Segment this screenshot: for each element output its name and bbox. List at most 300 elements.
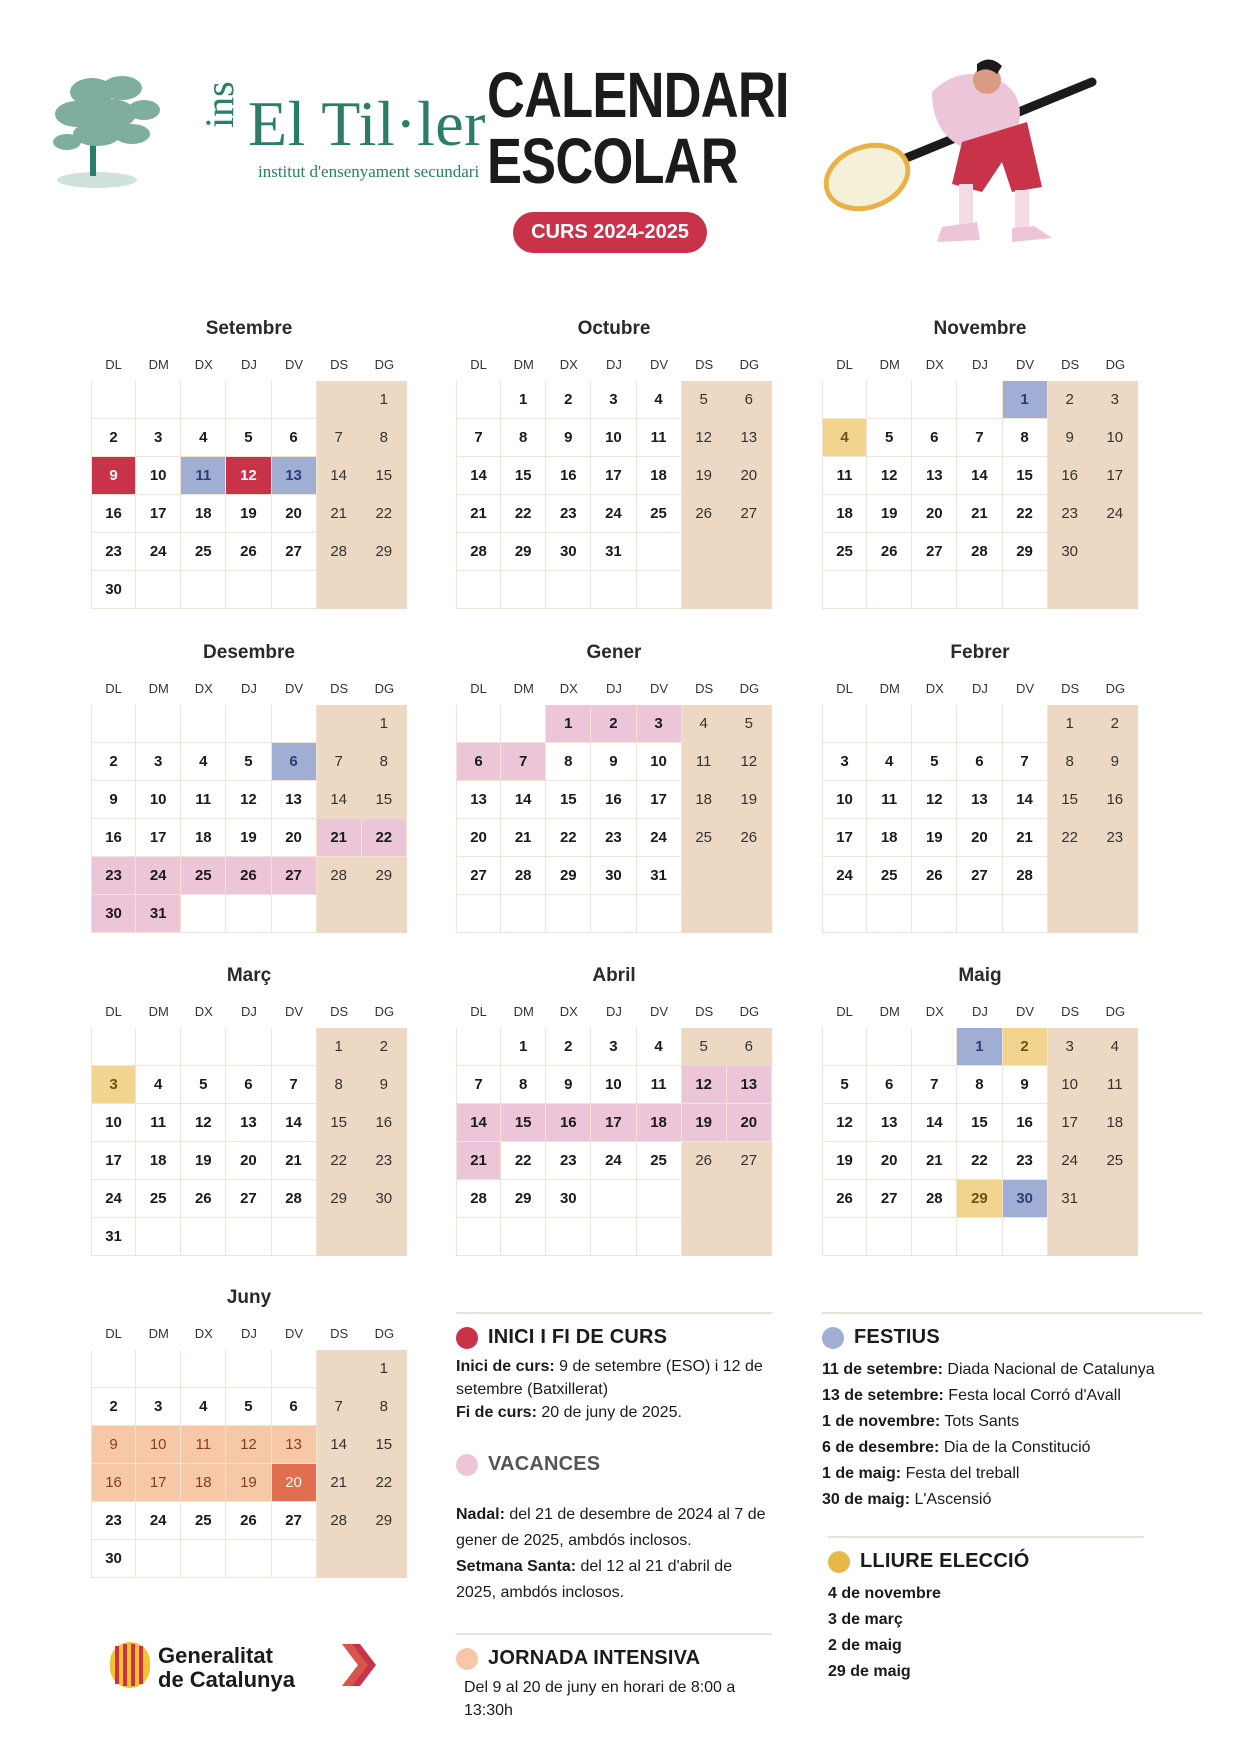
day-cell: 6: [957, 743, 1002, 781]
day-cell: 3: [91, 1066, 136, 1104]
legend-holidays: [822, 1312, 1202, 1513]
weekday-label: DX: [559, 1003, 578, 1019]
day-cell: 10: [136, 781, 181, 819]
month-desembre: [91, 641, 407, 933]
day-cell: 18: [822, 495, 867, 533]
empty-cell: [317, 895, 362, 933]
weekday-label: DV: [1016, 356, 1035, 372]
empty-cell: [637, 1218, 682, 1256]
gov-line-1: Generalitat: [158, 1643, 273, 1668]
day-cell: 5: [226, 743, 271, 781]
day-grid: [822, 705, 1138, 933]
holiday-item: [822, 1461, 1202, 1487]
empty-cell: [136, 705, 181, 743]
empty-cell: [136, 1540, 181, 1578]
divider: [822, 1312, 1202, 1314]
weekday-label: DM: [148, 1003, 169, 1019]
day-cell: 4: [136, 1066, 181, 1104]
day-cell: 31: [1048, 1180, 1093, 1218]
day-cell: 7: [1003, 743, 1048, 781]
day-cell: 23: [91, 533, 136, 571]
explorer-illustration: [812, 52, 1102, 272]
day-cell: 9: [362, 1066, 407, 1104]
day-cell: 7: [317, 1388, 362, 1426]
day-cell: 4: [181, 1388, 226, 1426]
day-cell: 18: [682, 781, 727, 819]
weekday-header: [456, 347, 772, 381]
empty-cell: [226, 1028, 271, 1066]
day-cell: 25: [637, 495, 682, 533]
weekday-label: DS: [330, 1003, 349, 1019]
day-cell: 30: [591, 857, 636, 895]
weekday-label: DX: [925, 356, 944, 372]
empty-cell: [822, 1218, 867, 1256]
weekday-label: DJ: [240, 1003, 257, 1019]
day-cell: 3: [637, 705, 682, 743]
day-cell: 3: [136, 419, 181, 457]
day-cell: 11: [637, 419, 682, 457]
empty-cell: [1093, 533, 1138, 571]
day-cell: 13: [867, 1104, 912, 1142]
empty-cell: [226, 381, 271, 419]
legend-course-body: [456, 1355, 772, 1424]
weekday-label: DS: [330, 680, 349, 696]
day-cell: 25: [1093, 1142, 1138, 1180]
day-cell: 1: [1048, 705, 1093, 743]
month-name: Juny: [226, 1287, 272, 1308]
day-cell: 12: [867, 457, 912, 495]
day-cell: 23: [91, 857, 136, 895]
day-cell: 20: [272, 819, 317, 857]
day-cell: 20: [867, 1142, 912, 1180]
weekday-label: DJ: [240, 356, 257, 372]
day-cell: 20: [912, 495, 957, 533]
day-cell: 7: [272, 1066, 317, 1104]
day-cell: 21: [1003, 819, 1048, 857]
day-cell: 12: [226, 781, 271, 819]
free-choice-dot-icon: [828, 1551, 850, 1573]
day-cell: 11: [637, 1066, 682, 1104]
day-cell: 28: [456, 533, 501, 571]
day-cell: 4: [682, 705, 727, 743]
christmas-text: del 21 de desembre de 2024 al 7 de gener de 2025, ambdós inclosos.: [456, 1506, 766, 1549]
day-cell: 22: [546, 819, 591, 857]
empty-cell: [822, 705, 867, 743]
day-cell: 31: [591, 533, 636, 571]
empty-cell: [867, 381, 912, 419]
weekday-label: DJ: [605, 356, 622, 372]
free-choice-item: 29 de maig: [828, 1663, 911, 1680]
month-name: Febrer: [950, 642, 1010, 663]
day-cell: 3: [136, 743, 181, 781]
day-cell: 4: [867, 743, 912, 781]
gov-line-2: de Catalunya: [158, 1667, 295, 1692]
day-cell: 25: [136, 1180, 181, 1218]
weekday-label: DV: [650, 356, 669, 372]
weekday-label: DX: [559, 680, 578, 696]
day-cell: 13: [226, 1104, 271, 1142]
day-cell: 3: [591, 381, 636, 419]
weekday-label: DX: [925, 680, 944, 696]
holiday-date: 1 de novembre:: [822, 1413, 941, 1430]
day-cell: 26: [682, 495, 727, 533]
empty-cell: [912, 705, 957, 743]
weekday-header: [91, 994, 407, 1028]
empty-cell: [272, 1218, 317, 1256]
day-cell: 19: [226, 819, 271, 857]
day-cell: 6: [867, 1066, 912, 1104]
day-cell: 28: [501, 857, 546, 895]
day-cell: 28: [317, 857, 362, 895]
day-cell: 11: [822, 457, 867, 495]
day-cell: 25: [181, 1502, 226, 1540]
weekday-header: [456, 994, 772, 1028]
empty-cell: [1003, 705, 1048, 743]
weekday-header: [91, 1316, 407, 1350]
empty-cell: [226, 895, 271, 933]
day-cell: 23: [546, 495, 591, 533]
empty-cell: [456, 1028, 501, 1066]
holiday-date: 30 de maig:: [822, 1491, 911, 1508]
month-name: Abril: [592, 965, 636, 986]
weekday-label: DM: [513, 1003, 534, 1019]
day-cell: 27: [272, 533, 317, 571]
day-cell: 21: [456, 1142, 501, 1180]
weekday-label: DG: [1105, 1003, 1126, 1019]
day-cell: 10: [136, 1426, 181, 1464]
weekday-label: DV: [285, 1003, 304, 1019]
day-cell: 27: [272, 1502, 317, 1540]
day-cell: 15: [1003, 457, 1048, 495]
day-cell: 16: [1093, 781, 1138, 819]
day-cell: 30: [91, 895, 136, 933]
empty-cell: [136, 571, 181, 609]
day-cell: 18: [181, 1464, 226, 1502]
day-cell: 28: [1003, 857, 1048, 895]
holiday-date: 13 de setembre:: [822, 1387, 944, 1404]
empty-cell: [546, 1218, 591, 1256]
day-cell: 16: [546, 457, 591, 495]
empty-cell: [226, 571, 271, 609]
day-cell: 24: [91, 1180, 136, 1218]
weekday-label: DG: [739, 356, 760, 372]
weekday-label: DM: [148, 356, 169, 372]
day-cell: 12: [727, 743, 772, 781]
day-cell: 27: [957, 857, 1002, 895]
day-cell: 4: [637, 1028, 682, 1066]
day-cell: 19: [867, 495, 912, 533]
legend-course-title-text: INICI I FI DE CURS: [488, 1326, 668, 1348]
day-cell: 29: [546, 857, 591, 895]
empty-cell: [867, 895, 912, 933]
divider: [456, 1633, 772, 1635]
day-cell: 27: [226, 1180, 271, 1218]
legend-free-title-text: LLIURE ELECCIÓ: [860, 1550, 1030, 1572]
day-cell: 5: [682, 1028, 727, 1066]
empty-cell: [91, 705, 136, 743]
weekday-label: DL: [836, 1003, 853, 1019]
day-cell: 1: [362, 1350, 407, 1388]
legend-holidays-title: [822, 1326, 1202, 1349]
day-cell: 1: [1003, 381, 1048, 419]
day-cell: 17: [1048, 1104, 1093, 1142]
day-cell: 12: [912, 781, 957, 819]
weekday-label: DG: [374, 1325, 395, 1341]
day-cell: 7: [912, 1066, 957, 1104]
day-cell: 24: [136, 533, 181, 571]
day-cell: 17: [136, 819, 181, 857]
empty-cell: [637, 1180, 682, 1218]
day-cell: 25: [181, 533, 226, 571]
month-marc: [91, 964, 407, 1256]
day-cell: 31: [136, 895, 181, 933]
day-cell: 2: [591, 705, 636, 743]
day-cell: 19: [226, 495, 271, 533]
weekday-label: DS: [695, 1003, 714, 1019]
day-cell: 29: [501, 533, 546, 571]
day-cell: 4: [1093, 1028, 1138, 1066]
weekday-label: DX: [194, 680, 213, 696]
day-cell: 11: [181, 457, 226, 495]
day-cell: 13: [727, 419, 772, 457]
holiday-desc: Dia de la Constitució: [939, 1439, 1091, 1456]
day-cell: 11: [136, 1104, 181, 1142]
holiday-desc: Festa del treball: [901, 1465, 1020, 1482]
day-cell: 18: [637, 457, 682, 495]
weekday-label: DL: [105, 356, 122, 372]
day-cell: 22: [1003, 495, 1048, 533]
empty-cell: [822, 1028, 867, 1066]
senyera-icon: [110, 1642, 150, 1688]
weekday-label: DM: [879, 1003, 900, 1019]
day-cell: 22: [317, 1142, 362, 1180]
empty-cell: [317, 705, 362, 743]
legend-intensive-title: [456, 1647, 772, 1670]
weekday-label: DL: [836, 680, 853, 696]
day-cell: 1: [501, 381, 546, 419]
divider: [456, 1312, 772, 1314]
day-cell: 30: [91, 571, 136, 609]
legend-vacation: [456, 1453, 772, 1606]
day-cell: 5: [682, 381, 727, 419]
day-cell: 21: [456, 495, 501, 533]
day-cell: 7: [317, 419, 362, 457]
empty-cell: [957, 571, 1002, 609]
day-cell: 7: [501, 743, 546, 781]
day-cell: 6: [456, 743, 501, 781]
day-cell: 13: [272, 457, 317, 495]
day-cell: 16: [591, 781, 636, 819]
empty-cell: [912, 1218, 957, 1256]
day-cell: 20: [727, 1104, 772, 1142]
day-cell: 20: [456, 819, 501, 857]
empty-cell: [867, 705, 912, 743]
legend-vacation-body: [456, 1502, 772, 1606]
holiday-desc: Tots Sants: [940, 1413, 1020, 1430]
day-grid: [456, 1028, 772, 1256]
day-cell: 8: [501, 419, 546, 457]
weekday-label: DL: [105, 680, 122, 696]
empty-cell: [226, 1350, 271, 1388]
day-cell: 3: [822, 743, 867, 781]
empty-cell: [591, 571, 636, 609]
day-cell: 15: [501, 1104, 546, 1142]
day-cell: 24: [591, 1142, 636, 1180]
day-cell: 31: [637, 857, 682, 895]
day-cell: 10: [637, 743, 682, 781]
day-cell: 20: [272, 495, 317, 533]
day-cell: 23: [362, 1142, 407, 1180]
weekday-label: DX: [559, 356, 578, 372]
course-start-text: 9 de setembre (ESO) i 12 de setembre (Batxillerat): [456, 1358, 763, 1398]
day-cell: 21: [317, 819, 362, 857]
empty-cell: [226, 705, 271, 743]
day-cell: 28: [272, 1180, 317, 1218]
day-cell: 12: [226, 1426, 271, 1464]
day-cell: 9: [91, 1426, 136, 1464]
holiday-date: 6 de desembre:: [822, 1439, 940, 1456]
day-cell: 17: [822, 819, 867, 857]
day-cell: 22: [501, 495, 546, 533]
weekday-label: DG: [1105, 356, 1126, 372]
empty-cell: [637, 571, 682, 609]
empty-cell: [1093, 571, 1138, 609]
weekday-label: DG: [1105, 680, 1126, 696]
empty-cell: [226, 1540, 271, 1578]
day-cell: 13: [272, 781, 317, 819]
day-cell: 9: [591, 743, 636, 781]
day-cell: 2: [546, 1028, 591, 1066]
day-cell: 26: [682, 1142, 727, 1180]
holiday-desc: Diada Nacional de Catalunya: [942, 1361, 1155, 1378]
day-cell: 2: [546, 381, 591, 419]
day-cell: 6: [727, 1028, 772, 1066]
day-cell: 6: [226, 1066, 271, 1104]
day-cell: 18: [637, 1104, 682, 1142]
course-start-label: Inici de curs:: [456, 1358, 555, 1375]
day-cell: 7: [456, 1066, 501, 1104]
holiday-item: [822, 1357, 1202, 1383]
day-cell: 21: [317, 495, 362, 533]
day-cell: 20: [272, 1464, 317, 1502]
empty-cell: [957, 381, 1002, 419]
day-cell: 28: [912, 1180, 957, 1218]
weekday-label: DS: [1061, 356, 1080, 372]
empty-cell: [317, 381, 362, 419]
weekday-label: DG: [374, 356, 395, 372]
chevron-right-icon: [338, 1642, 378, 1688]
day-cell: 1: [546, 705, 591, 743]
legend-intensive-text: Del 9 al 20 de juny en horari de 8:00 a 13:30h: [464, 1679, 736, 1719]
empty-cell: [957, 895, 1002, 933]
day-cell: 17: [91, 1142, 136, 1180]
day-cell: 24: [1048, 1142, 1093, 1180]
legend-vacation-title-text: VACANCES: [488, 1453, 601, 1475]
day-cell: 13: [727, 1066, 772, 1104]
day-cell: 23: [1003, 1142, 1048, 1180]
day-cell: 15: [501, 457, 546, 495]
empty-cell: [501, 705, 546, 743]
day-cell: 14: [912, 1104, 957, 1142]
day-grid: [91, 1028, 407, 1256]
day-cell: 7: [317, 743, 362, 781]
month-gener: [456, 641, 772, 933]
holiday-list: [822, 1357, 1202, 1513]
empty-cell: [1003, 895, 1048, 933]
empty-cell: [591, 1180, 636, 1218]
day-cell: 10: [136, 457, 181, 495]
empty-cell: [822, 381, 867, 419]
day-cell: 8: [317, 1066, 362, 1104]
legend-course: [456, 1312, 772, 1424]
day-cell: 14: [317, 457, 362, 495]
day-cell: 5: [181, 1066, 226, 1104]
weekday-label: DV: [1016, 1003, 1035, 1019]
day-cell: 4: [181, 419, 226, 457]
day-cell: 28: [317, 533, 362, 571]
empty-cell: [822, 571, 867, 609]
day-cell: 5: [822, 1066, 867, 1104]
day-cell: 30: [362, 1180, 407, 1218]
weekday-label: DM: [513, 356, 534, 372]
empty-cell: [91, 381, 136, 419]
day-cell: 25: [637, 1142, 682, 1180]
empty-cell: [181, 1028, 226, 1066]
day-cell: 6: [272, 419, 317, 457]
generalitat-logo: [110, 1640, 390, 1700]
holiday-desc: L'Ascensió: [910, 1491, 992, 1508]
weekday-label: DS: [330, 356, 349, 372]
empty-cell: [957, 705, 1002, 743]
day-cell: 18: [136, 1142, 181, 1180]
day-cell: 27: [912, 533, 957, 571]
day-cell: 23: [1048, 495, 1093, 533]
empty-cell: [591, 1218, 636, 1256]
weekday-label: DX: [194, 356, 213, 372]
day-cell: 18: [1093, 1104, 1138, 1142]
day-cell: 9: [1003, 1066, 1048, 1104]
empty-cell: [682, 1180, 727, 1218]
month-name: Octubre: [577, 318, 651, 339]
day-cell: 21: [272, 1142, 317, 1180]
school-subtitle: institut d'ensenyament secundari: [258, 162, 480, 181]
day-cell: 17: [591, 1104, 636, 1142]
day-cell: 30: [546, 1180, 591, 1218]
empty-cell: [456, 381, 501, 419]
day-cell: 21: [912, 1142, 957, 1180]
day-cell: 9: [546, 419, 591, 457]
weekday-label: DG: [739, 1003, 760, 1019]
day-cell: 15: [546, 781, 591, 819]
empty-cell: [912, 571, 957, 609]
day-cell: 15: [362, 1426, 407, 1464]
day-cell: 5: [867, 419, 912, 457]
day-cell: 12: [682, 1066, 727, 1104]
day-cell: 25: [822, 533, 867, 571]
day-cell: 15: [362, 457, 407, 495]
day-cell: 19: [181, 1142, 226, 1180]
day-cell: 7: [957, 419, 1002, 457]
day-grid: [91, 381, 407, 609]
month-abril: [456, 964, 772, 1256]
empty-cell: [272, 1540, 317, 1578]
empty-cell: [1048, 1218, 1093, 1256]
day-grid: [91, 1350, 407, 1578]
weekday-label: DM: [513, 680, 534, 696]
day-cell: 2: [1048, 381, 1093, 419]
empty-cell: [867, 1028, 912, 1066]
empty-cell: [501, 1218, 546, 1256]
